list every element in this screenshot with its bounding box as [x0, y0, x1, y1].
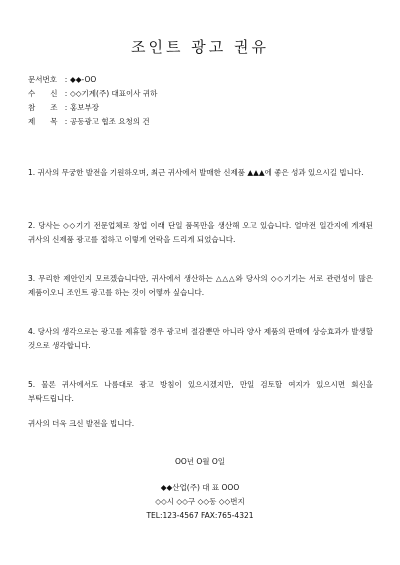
document-date: OO년 O월 O일 — [174, 457, 226, 466]
header-row-doc-number — [28, 73, 157, 87]
header-label: 수 신 — [28, 89, 58, 98]
sender-address: ◇◇시 ◇◇구 ◇◇동 ◇◇번지 — [155, 497, 245, 506]
closing-remark: 귀사의 더욱 크신 발전을 빕니다. — [28, 419, 135, 428]
header-value: ◆◆-OO — [70, 75, 97, 84]
header-value: 공동광고 협조 요청의 건 — [70, 117, 150, 126]
header-separator: : — [64, 75, 68, 84]
body-paragraph-5: 5. 물론 귀사에서도 나름대로 광고 방침이 있으시겠지만, 만일 검토할 여지가 있으시면 회신을 부탁드립니다. — [28, 380, 373, 403]
header-separator: : — [64, 89, 68, 98]
header-label: 문서번호 — [28, 75, 57, 84]
document-header — [28, 73, 157, 129]
header-value: 홍보부장 — [70, 103, 99, 112]
header-row-reference — [28, 101, 157, 115]
sender-company: ◆◆산업(주) 대 표 OOO — [160, 483, 240, 492]
header-row-subject — [28, 115, 157, 129]
header-separator: : — [64, 103, 68, 112]
document-title: 조인트 광고 권유 — [131, 38, 269, 56]
header-row-recipient — [28, 87, 157, 101]
header-label: 참 조 — [28, 103, 58, 112]
body-paragraph-4: 4. 당사의 생각으로는 광고를 제휴할 경우 광고비 절감뿐만 아니라 양사 제품의 판매에 상승효과가 발생할 것으로 생각합니다. — [28, 327, 373, 350]
header-value: ◇◇기계(주) 대표이사 귀하 — [70, 89, 158, 98]
body-paragraph-2: 2. 당사는 ◇◇기기 전문업체로 창업 이래 단일 품목만을 생산해 오고 있습니다. 얼마전 일간지에 게재된 귀사의 신제품 광고를 접하고 이렇게 연락을 드리게 되었습니다. — [28, 221, 373, 244]
body-paragraph-1: 1. 귀사의 무궁한 발전을 기원하오며, 최근 귀사에서 발매한 신제품 ▲▲▲에 좋은 성과 있으시길 빕니다. — [28, 168, 364, 177]
header-separator: : — [64, 117, 68, 126]
body-paragraph-3: 3. 무리한 제안인지 모르겠습니다만, 귀사에서 생산하는 △△△와 당사의 ◇◇기기는 서로 관련성이 많은 제품이오니 조인트 광고를 하는 것이 어떻까 싶습니다. — [28, 274, 373, 297]
header-label: 제 목 — [28, 117, 58, 126]
sender-contact: TEL:123-4567 FAX:765-4321 — [146, 511, 254, 520]
